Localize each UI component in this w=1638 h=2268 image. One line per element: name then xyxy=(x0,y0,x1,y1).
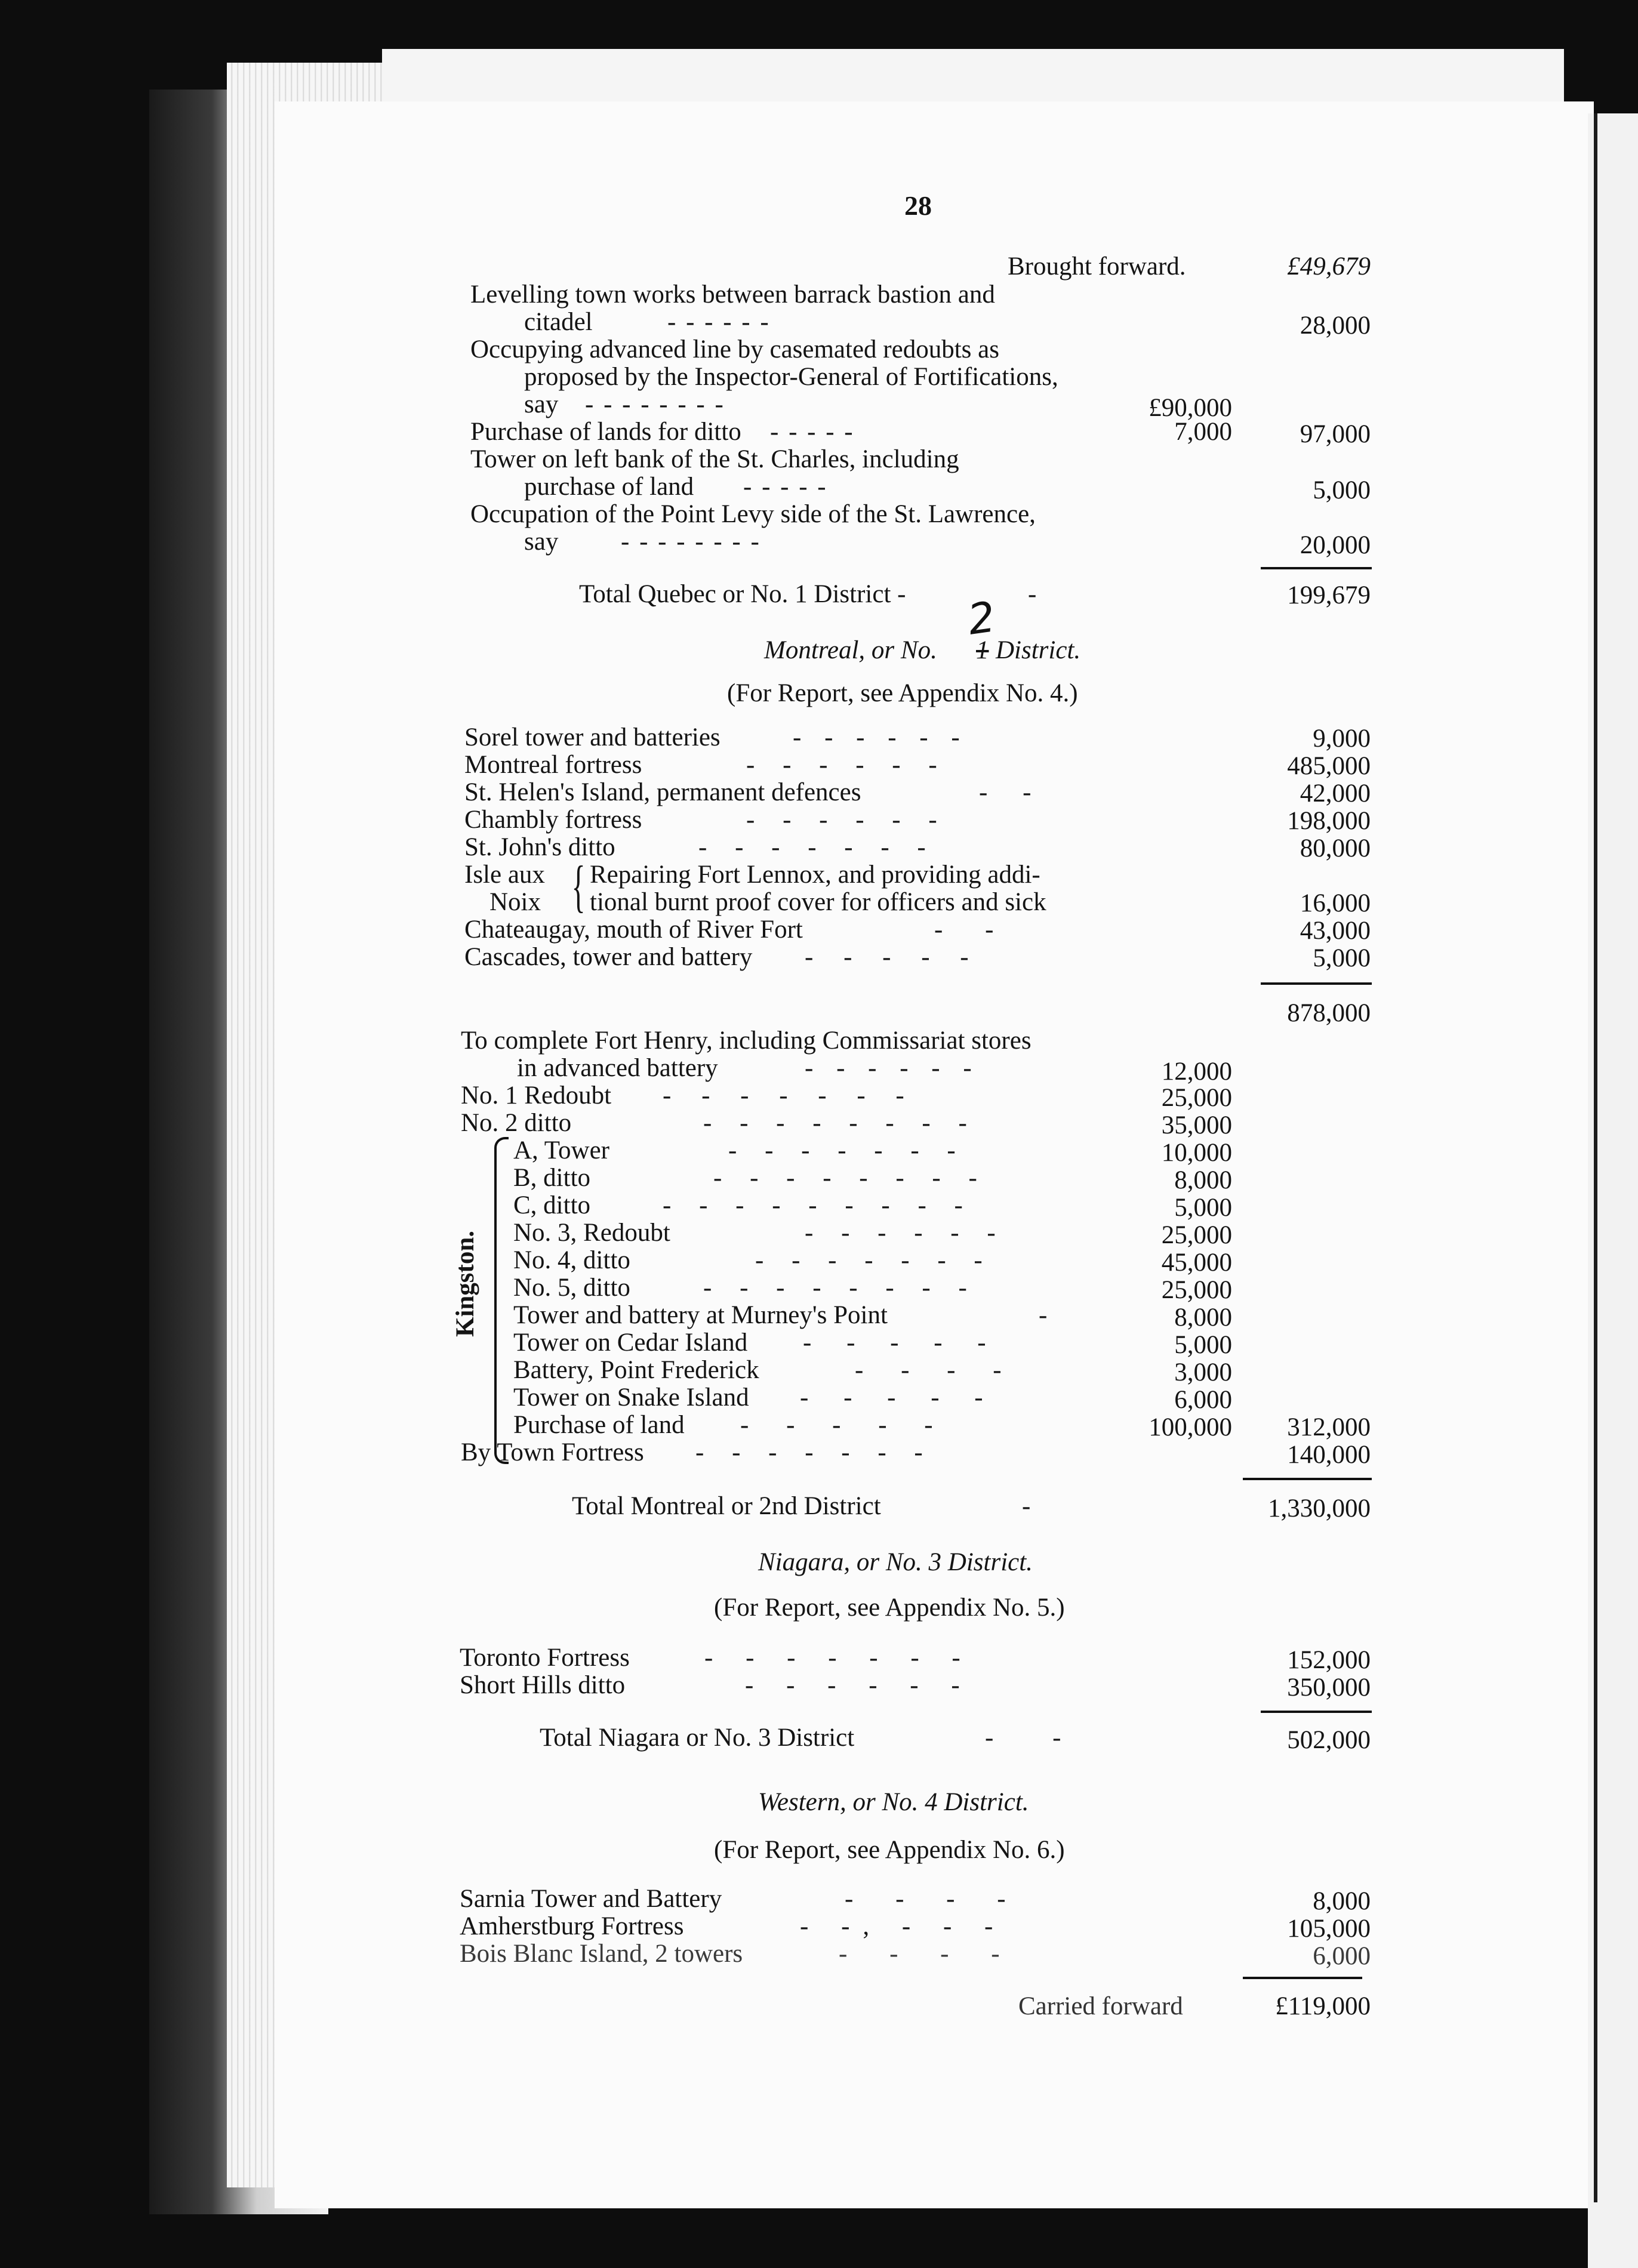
montreal-item-3-leaders: - - xyxy=(979,778,1046,806)
redoubt-2-leaders: - - - - - - - - xyxy=(703,1109,978,1137)
kingston-label: Kingston. xyxy=(451,1230,479,1337)
montreal-item-5-leaders: - - - - - - - xyxy=(698,833,937,861)
kingston-item-5-text: No. 4, ditto xyxy=(513,1246,630,1274)
quebec-total-rule xyxy=(1261,567,1372,569)
kingston-item-7-sub: 8,000 xyxy=(1174,1304,1232,1332)
niagara-report-note: (For Report, see Appendix No. 5.) xyxy=(714,1594,1065,1622)
redoubt-1-text: No. 1 Redoubt xyxy=(461,1081,612,1110)
kingston-item-1-text: A, Tower xyxy=(513,1136,609,1164)
montreal-item-5-amount: 80,000 xyxy=(1300,834,1371,862)
montreal-item-7-amount: 43,000 xyxy=(1300,917,1371,945)
western-report-note: (For Report, see Appendix No. 6.) xyxy=(714,1836,1065,1864)
kingston-item-8-leaders: - - - - - xyxy=(803,1329,1000,1357)
montreal-item-1-leaders: - - - - - - xyxy=(793,723,968,751)
niagara-item-1-text: Toronto Fortress xyxy=(460,1644,630,1672)
montreal-item-2-leaders: - - - - - - xyxy=(746,751,948,779)
western-carried-rule xyxy=(1243,1977,1362,1979)
quebec-item-1-line-2: citadel xyxy=(524,308,593,336)
western-item-2-leaders: - -, - - - xyxy=(800,1912,1006,1940)
kingston-item-10-sub: 6,000 xyxy=(1174,1386,1232,1414)
redoubt-1-leaders: - - - - - - - xyxy=(663,1081,916,1110)
quebec-item-4-line-1: Tower on left bank of the St. Charles, including xyxy=(470,445,959,473)
kingston-item-11-sub: 100,000 xyxy=(1149,1413,1232,1441)
hand-correction-mark: 2 xyxy=(965,592,999,645)
quebec-item-2-line-1: Occupying advanced line by casemated redoubts as xyxy=(470,335,999,363)
niagara-item-2-leaders: - - - - - - xyxy=(745,1671,973,1699)
western-item-1-text: Sarnia Tower and Battery xyxy=(460,1885,722,1913)
quebec-item-4-leaders: - - - - - xyxy=(743,473,828,501)
quebec-item-2-line-2: proposed by the Inspector-General of Fortifications, xyxy=(524,363,1058,391)
kingston-item-7-leaders: - xyxy=(1039,1301,1048,1329)
niagara-total-dash: - - xyxy=(985,1724,1088,1752)
kingston-item-4-sub: 25,000 xyxy=(1161,1221,1232,1249)
redoubt-1-sub: 25,000 xyxy=(1161,1084,1232,1112)
by-town-amount: 140,000 xyxy=(1287,1441,1371,1469)
montreal-item-3-amount: 42,000 xyxy=(1300,779,1371,808)
montreal-total-rule xyxy=(1243,1478,1372,1480)
quebec-item-4-line-2: purchase of land xyxy=(524,473,694,501)
isle-aux-brace: { xyxy=(571,854,586,918)
kingston-item-10-leaders: - - - - - xyxy=(800,1383,997,1412)
kingston-item-9-text: Battery, Point Frederick xyxy=(513,1356,759,1384)
quebec-item-5-line-1: Occupation of the Point Levy side of the St. Lawrence, xyxy=(470,500,1036,528)
by-town-leaders: - - - - - - - xyxy=(695,1438,934,1466)
kingston-item-4-text: No. 3, Redoubt xyxy=(513,1219,670,1247)
isle-aux-line-2: tional burnt proof cover for officers and sick xyxy=(590,888,1046,916)
quebec-item-1-line-1: Levelling town works between barrack bastion and xyxy=(470,281,995,309)
quebec-item-3-amount: 97,000 xyxy=(1300,420,1371,448)
quebec-item-4-amount: 5,000 xyxy=(1313,476,1371,504)
kingston-item-5-leaders: - - - - - - - xyxy=(755,1246,993,1274)
montreal-total-label: Total Montreal or 2nd District xyxy=(572,1492,881,1520)
niagara-total-rule xyxy=(1261,1711,1372,1713)
kingston-item-3-sub: 5,000 xyxy=(1174,1194,1232,1222)
quebec-total-amount: 199,679 xyxy=(1287,581,1371,609)
western-item-1-amount: 8,000 xyxy=(1313,1887,1371,1915)
fort-henry-leaders: - - - - - - xyxy=(805,1054,980,1082)
montreal-heading-struck-number: 1 xyxy=(976,636,989,664)
kingston-total-amount: 312,000 xyxy=(1287,1413,1371,1441)
quebec-total-label: Total Quebec or No. 1 District - xyxy=(579,580,906,608)
kingston-item-3-leaders: - - - - - - - - - xyxy=(663,1191,974,1219)
page-number: 28 xyxy=(904,190,932,221)
kingston-item-9-leaders: - - - - xyxy=(855,1356,1017,1384)
redoubt-2-sub: 35,000 xyxy=(1161,1111,1232,1139)
kingston-item-2-text: B, ditto xyxy=(513,1164,591,1192)
kingston-item-8-text: Tower on Cedar Island xyxy=(513,1329,748,1357)
isle-aux-amount: 16,000 xyxy=(1300,889,1371,917)
montreal-item-4-text: Chambly fortress xyxy=(464,806,642,834)
kingston-item-3-text: C, ditto xyxy=(513,1191,591,1219)
brought-forward-amount: £49,679 xyxy=(1287,252,1371,281)
montreal-item-4-leaders: - - - - - - xyxy=(746,806,948,834)
quebec-item-2-leaders: - - - - - - - - xyxy=(585,390,725,418)
montreal-total-dash: - xyxy=(1022,1492,1031,1520)
montreal-item-1-amount: 9,000 xyxy=(1313,725,1371,753)
carried-forward-label: Carried forward xyxy=(1018,1992,1183,2020)
redoubt-2-text: No. 2 ditto xyxy=(461,1109,572,1137)
kingston-item-11-leaders: - - - - - xyxy=(740,1411,949,1439)
carried-forward-amount: £119,000 xyxy=(1275,1992,1371,2020)
western-item-1-leaders: - - - - xyxy=(845,1885,1024,1913)
quebec-item-5-leaders: - - - - - - - - xyxy=(621,528,761,556)
by-town-text: By Town Fortress xyxy=(461,1438,644,1466)
kingston-item-2-leaders: - - - - - - - - xyxy=(713,1164,988,1192)
quebec-item-2-sub: £90,000 xyxy=(1149,394,1232,422)
montreal-item-8-text: Cascades, tower and battery xyxy=(464,943,753,971)
quebec-total-dash: - xyxy=(1028,580,1037,608)
montreal-heading-pre: Montreal, or No. xyxy=(764,636,937,664)
quebec-item-1-leaders: - - - - - - xyxy=(667,308,771,336)
quebec-item-5-amount: 20,000 xyxy=(1300,531,1371,559)
kingston-item-7-text: Tower and battery at Murney's Point xyxy=(513,1301,888,1329)
western-item-3-text: Bois Blanc Island, 2 towers xyxy=(460,1940,743,1968)
montreal-item-7-leaders: - - xyxy=(934,916,1012,944)
montreal-item-8-leaders: - - - - - xyxy=(805,943,981,971)
kingston-brace xyxy=(494,1137,509,1464)
montreal-report-note: (For Report, see Appendix No. 4.) xyxy=(727,679,1078,707)
kingston-item-2-sub: 8,000 xyxy=(1174,1166,1232,1194)
western-heading: Western, or No. 4 District. xyxy=(758,1788,1029,1816)
niagara-item-2-text: Short Hills ditto xyxy=(460,1671,626,1699)
isle-aux-label-1: Isle aux xyxy=(464,861,545,889)
quebec-item-3-sub: 7,000 xyxy=(1174,418,1232,446)
kingston-item-1-sub: 10,000 xyxy=(1161,1139,1232,1167)
kingston-item-8-sub: 5,000 xyxy=(1174,1331,1232,1359)
quebec-item-3-leaders: - - - - - xyxy=(770,418,855,446)
kingston-item-6-leaders: - - - - - - - - xyxy=(703,1274,978,1302)
kingston-item-9-sub: 3,000 xyxy=(1174,1358,1232,1386)
montreal-item-2-text: Montreal fortress xyxy=(464,751,642,779)
quebec-item-2-line-3: say xyxy=(524,390,559,418)
niagara-total-amount: 502,000 xyxy=(1287,1726,1371,1754)
western-item-3-amount: 6,000 xyxy=(1313,1942,1371,1970)
fort-henry-line-1: To complete Fort Henry, including Commissariat stores xyxy=(461,1027,1032,1055)
quebec-item-3-text: Purchase of lands for ditto xyxy=(470,418,741,446)
montreal-item-8-amount: 5,000 xyxy=(1313,944,1371,972)
kingston-item-10-text: Tower on Snake Island xyxy=(513,1383,749,1412)
montreal-item-7-text: Chateaugay, mouth of River Fort xyxy=(464,916,803,944)
niagara-heading: Niagara, or No. 3 District. xyxy=(758,1548,1033,1576)
niagara-item-1-amount: 152,000 xyxy=(1287,1646,1371,1674)
niagara-total-label: Total Niagara or No. 3 District xyxy=(540,1724,855,1752)
montreal-item-5-text: St. John's ditto xyxy=(464,833,615,861)
isle-aux-label-2: Noix xyxy=(489,888,541,916)
western-item-3-leaders: - - - - xyxy=(839,1940,1018,1968)
brought-forward-label: Brought forward. xyxy=(1008,252,1186,281)
montreal-subtotal-rule xyxy=(1261,982,1372,985)
montreal-item-3-text: St. Helen's Island, permanent defences xyxy=(464,778,861,806)
fort-henry-sub: 12,000 xyxy=(1161,1058,1232,1086)
quebec-item-5-line-2: say xyxy=(524,528,559,556)
kingston-item-11-text: Purchase of land xyxy=(513,1411,685,1439)
fort-henry-line-2: in advanced battery xyxy=(517,1054,718,1082)
quebec-item-1-amount: 28,000 xyxy=(1300,312,1371,340)
kingston-item-4-leaders: - - - - - - xyxy=(805,1219,1006,1247)
kingston-item-1-leaders: - - - - - - - xyxy=(728,1136,966,1164)
western-item-2-text: Amherstburg Fortress xyxy=(460,1912,684,1940)
montreal-item-4-amount: 198,000 xyxy=(1287,807,1371,835)
montreal-total-amount: 1,330,000 xyxy=(1268,1494,1371,1523)
isle-aux-line-1: Repairing Fort Lennox, and providing addi- xyxy=(590,861,1040,889)
niagara-item-2-amount: 350,000 xyxy=(1287,1674,1371,1702)
montreal-item-1-text: Sorel tower and batteries xyxy=(464,723,721,751)
kingston-item-6-text: No. 5, ditto xyxy=(513,1274,630,1302)
kingston-item-5-sub: 45,000 xyxy=(1161,1249,1232,1277)
western-item-2-amount: 105,000 xyxy=(1287,1915,1371,1943)
montreal-subtotal: 878,000 xyxy=(1287,999,1371,1027)
montreal-item-2-amount: 485,000 xyxy=(1287,752,1371,780)
montreal-heading-post: District. xyxy=(996,636,1081,664)
kingston-item-6-sub: 25,000 xyxy=(1161,1276,1232,1304)
niagara-item-1-leaders: - - - - - - - xyxy=(704,1644,974,1672)
